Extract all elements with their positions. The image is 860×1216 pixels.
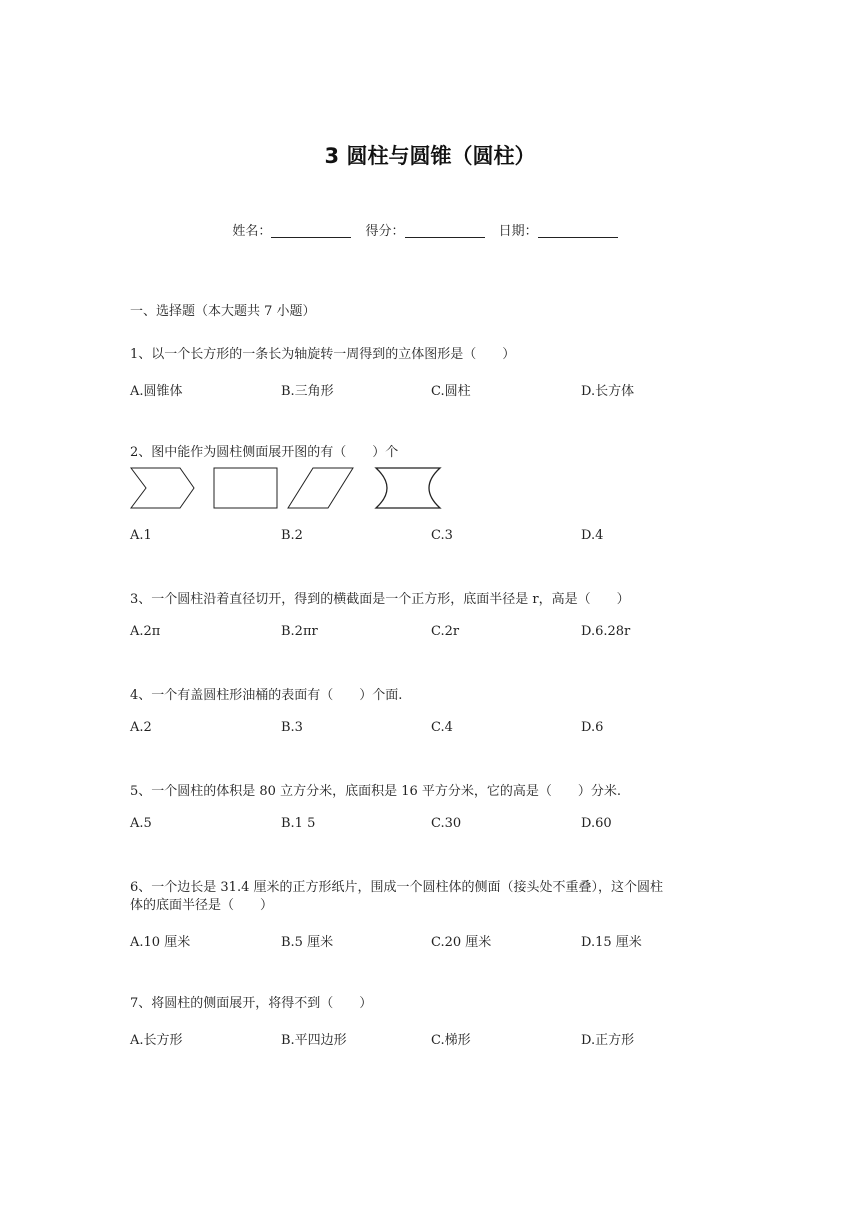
name-label: 姓名： [232, 224, 272, 239]
question-7-option-a[interactable]: A.长方形 [130, 1033, 183, 1048]
question-3-option-d[interactable]: D.6.28r [581, 624, 631, 639]
question-5-option-b[interactable]: B.1 5 [281, 816, 316, 831]
question-7-option-b[interactable]: B.平四边形 [281, 1033, 347, 1048]
question-4-option-c[interactable]: C.4 [431, 720, 453, 735]
question-3-option-b[interactable]: B.2πr [281, 624, 318, 639]
question-4-option-b[interactable]: B.3 [281, 720, 303, 735]
question-1-option-d[interactable]: D.长方体 [581, 384, 635, 399]
question-1-option-c[interactable]: C.圆柱 [431, 384, 471, 399]
question-7-option-d[interactable]: D.正方形 [581, 1033, 635, 1048]
question-4-option-d[interactable]: D.6 [581, 720, 604, 735]
question-2-figure [130, 467, 450, 511]
question-6-option-c[interactable]: C.20 厘米 [431, 935, 492, 950]
question-6-text-line2: 体的底面半径是（ ） [130, 898, 274, 913]
parallelogram-shape [288, 468, 353, 508]
question-6-option-b[interactable]: B.5 厘米 [281, 935, 334, 950]
concave-arc-shape [376, 468, 440, 508]
question-2-option-c[interactable]: C.3 [431, 528, 453, 543]
question-5-text: 5、一个圆柱的体积是 80 立方分米，底面积是 16 平方分米，它的高是（ ）分米. [130, 784, 622, 799]
question-6-text: 6、一个边长是 31.4 厘米的正方形纸片，围成一个圆柱体的侧面（接头处不重叠），这个圆柱 [130, 880, 663, 895]
question-5-option-d[interactable]: D.60 [581, 816, 612, 831]
score-blank[interactable] [405, 223, 485, 238]
question-1-option-a[interactable]: A.圆锥体 [130, 384, 183, 399]
score-label: 得分： [365, 224, 405, 239]
question-6-option-a[interactable]: A.10 厘米 [130, 935, 191, 950]
question-7-text: 7、将圆柱的侧面展开，将得不到（ ） [130, 996, 373, 1011]
question-1-option-b[interactable]: B.三角形 [281, 384, 334, 399]
question-7-option-c[interactable]: C.梯形 [431, 1033, 471, 1048]
question-2-option-d[interactable]: D.4 [581, 528, 604, 543]
question-5-option-c[interactable]: C.30 [431, 816, 462, 831]
question-4-text: 4、一个有盖圆柱形油桶的表面有（ ）个面. [130, 688, 403, 703]
question-1-text: 1、以一个长方形的一条长为轴旋转一周得到的立体图形是（ ） [130, 347, 516, 362]
name-blank[interactable] [271, 223, 351, 238]
question-3-option-c[interactable]: C.2r [431, 624, 460, 639]
page-title: 3 圆柱与圆锥（圆柱） [324, 144, 536, 168]
question-6-option-d[interactable]: D.15 厘米 [581, 935, 642, 950]
rectangle-shape [214, 468, 277, 508]
question-3-option-a[interactable]: A.2π [130, 624, 161, 639]
question-2-option-a[interactable]: A.1 [130, 528, 152, 543]
question-2-option-b[interactable]: B.2 [281, 528, 303, 543]
question-3-text: 3、一个圆柱沿着直径切开，得到的横截面是一个正方形，底面半径是 r，高是（ ） [130, 592, 630, 607]
section-heading: 一、选择题（本大题共 7 小题） [130, 304, 316, 319]
question-2-text: 2、图中能作为圆柱侧面展开图的有（ ）个 [130, 445, 399, 460]
student-info-line [0, 220, 860, 239]
date-label: 日期： [498, 224, 538, 239]
question-5-option-a[interactable]: A.5 [130, 816, 152, 831]
question-4-option-a[interactable]: A.2 [130, 720, 152, 735]
date-blank[interactable] [538, 223, 618, 238]
arrow-pentagon-shape [131, 468, 194, 508]
